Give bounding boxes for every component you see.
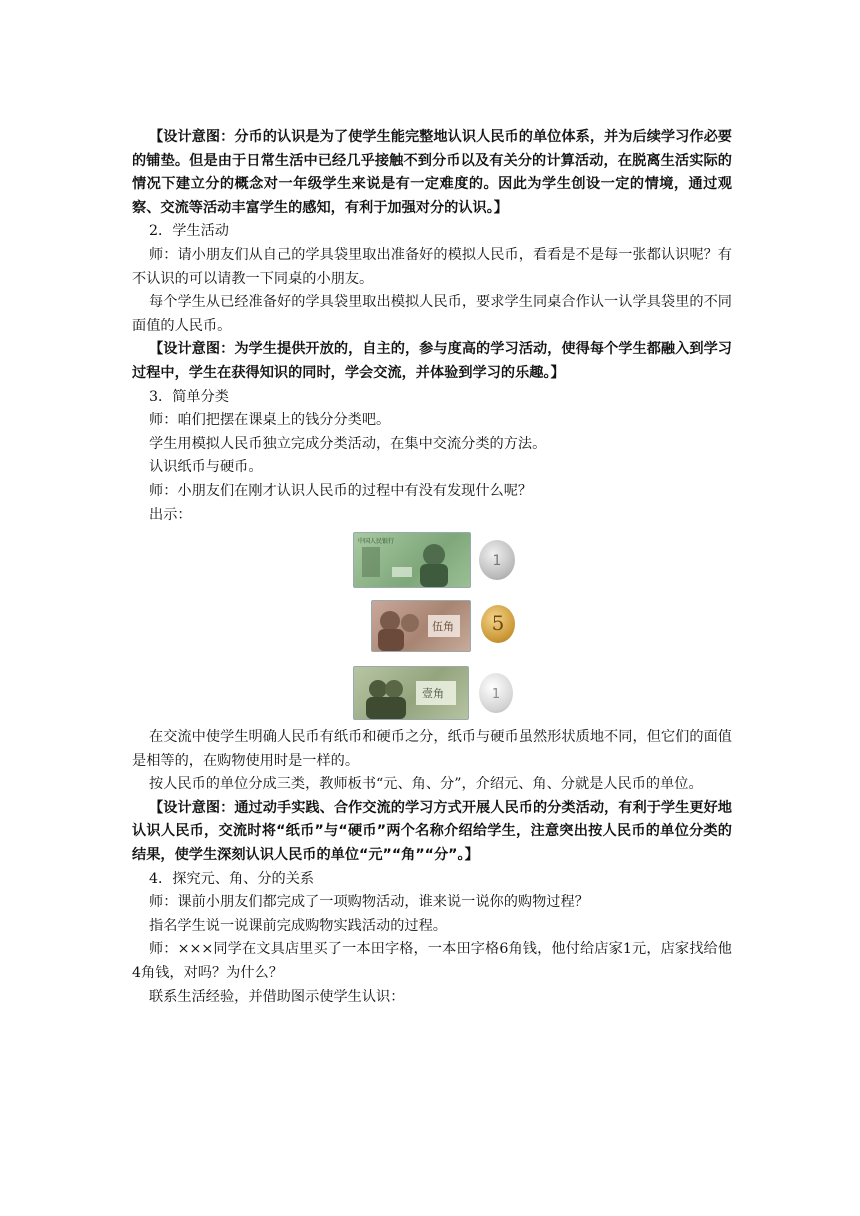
coin-label: 5 [491,611,505,636]
body-paragraph: 在交流中使学生明确人民币有纸币和硬币之分，纸币与硬币虽然形状质地不同，但它们的面值是相等的，在购物使用时是一样的。 [132,729,732,769]
section-heading: 3．简单分类 [149,388,229,405]
body-paragraph: 按人民币的单位分成三类，教师板书“元、角、分”，介绍元、角、分就是人民币的单位。 [149,776,703,793]
design-intent-paragraph: 【设计意图：分币的认识是为了使学生能完整地认识人民币的单位体系，并为后续学习作必要的铺垫。但是由于日常生活中已经几乎接触不到分币以及有关分的计算活动，在脱离生活实际的情况下建立分的概念对一年级学生来说是有一定难度的。因此为学生创设一定的情境，通过观察、交流等活动丰富学生的感知，有利于加强对分的认识。】 [132,129,732,216]
body-paragraph: 指名学生说一说课前完成购物实践活动的过程。 [149,917,447,934]
body-paragraph: 每个学生从已经准备好的学具袋里取出模拟人民币，要求学生同桌合作认一认学具袋里的不同面值的人民币。 [132,294,732,334]
coin-face-icon [479,540,515,580]
note-label: 中国人民银行 [358,538,395,546]
note-label: 壹角 [422,687,444,701]
body-paragraph: 出示： [149,506,192,523]
one-jiao-coin [479,673,513,713]
currency-figure [353,532,511,720]
design-intent-paragraph: 【设计意图：通过动手实践、合作交流的学习方式开展人民币的分类活动，有利于学生更好地认识人民币，交流时将“纸币”与“硬币”两个名称介绍给学生，注意突出按人民币的单位分类的结果，使学生深刻认识人民币的单位“元”“角”“分”。】 [132,799,732,864]
body-paragraph: 师：×××同学在文具店里买了一本田字格，一本田字格6角钱，他付给店家1元，店家找给他4角钱，对吗？为什么？ [132,941,732,982]
body-paragraph: 师：请小朋友们从自己的学具袋里取出准备好的模拟人民币，看看是不是每一张都认识呢？有不认识的可以请教一下同桌的小朋友。 [132,246,732,287]
note-portrait-icon [354,667,468,719]
five-jiao-coin [481,605,515,643]
coin-face-icon [479,673,513,713]
body-paragraph: 师：小朋友们在刚才认识人民币的过程中有没有发现什么呢？ [149,482,533,499]
note-label: 伍角 [432,620,454,634]
section-heading: 4．探究元、角、分的关系 [149,870,315,887]
note-portrait-icon [354,533,470,587]
one-yuan-note [353,532,471,588]
body-paragraph: 师：课前小朋友们都完成了一项购物活动，谁来说一说你的购物过程？ [149,894,589,911]
one-yuan-coin [479,540,515,580]
body-paragraph: 联系生活经验，并借助图示使学生认识： [149,988,405,1005]
design-intent-paragraph: 【设计意图：为学生提供开放的，自主的，参与度高的学习活动，使得每个学生都融入到学习过程中，学生在获得知识的同时，学会交流，并体验到学习的乐趣。】 [132,341,732,381]
five-jiao-note [371,600,471,652]
section-heading: 2．学生活动 [149,223,229,240]
svg-text:1: 1 [492,553,502,570]
one-jiao-note [353,666,469,720]
body-paragraph: 认识纸币与硬币。 [149,459,263,476]
note-portrait-icon [372,601,470,651]
body-paragraph: 师：咱们把摆在课桌上的钱分分类吧。 [149,412,391,429]
document-body [132,126,732,1009]
body-paragraph: 学生用模拟人民币独立完成分类活动，在集中交流分类的方法。 [149,435,547,452]
svg-text:1: 1 [491,687,501,703]
